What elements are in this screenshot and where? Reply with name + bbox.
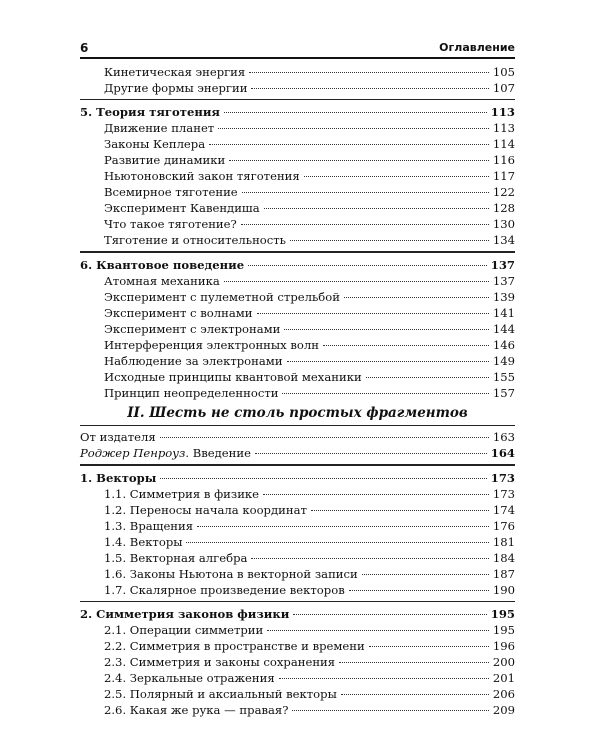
toc-entry-title: 1.6. Законы Ньютона в векторной записи bbox=[104, 566, 358, 581]
toc-entry[interactable] bbox=[80, 385, 515, 401]
toc-entry-title: 1.1. Симметрия в физике bbox=[104, 486, 260, 501]
toc-entry[interactable] bbox=[80, 654, 515, 670]
toc-entry-title: Эксперимент с пулеметной стрельбой bbox=[104, 289, 340, 304]
section-divider bbox=[80, 601, 515, 602]
dot-leader bbox=[311, 510, 489, 511]
toc-entry-page: 190 bbox=[492, 582, 515, 597]
dot-leader bbox=[160, 437, 489, 438]
toc-entry[interactable] bbox=[80, 216, 515, 232]
dot-leader bbox=[229, 160, 489, 161]
toc-entry[interactable] bbox=[80, 232, 515, 248]
dot-leader bbox=[287, 361, 489, 362]
toc-entry-title: От издателя bbox=[80, 430, 156, 445]
page-number: 6 bbox=[80, 41, 89, 55]
toc-entry-page: 196 bbox=[492, 638, 515, 653]
toc-entry-title: Ньютоновский закон тяготения bbox=[104, 169, 300, 184]
toc-entry-page: 128 bbox=[492, 201, 515, 216]
toc-entry-page: 174 bbox=[492, 502, 515, 517]
dot-leader bbox=[293, 614, 486, 615]
toc-entry[interactable] bbox=[80, 80, 515, 96]
toc-entry[interactable] bbox=[80, 289, 515, 305]
toc-entry-title: Кинетическая энергия bbox=[104, 65, 246, 79]
toc-entry-title: 1.7. Скалярное произведение векторов bbox=[104, 582, 345, 597]
toc-entry[interactable] bbox=[80, 550, 515, 566]
chapter-page: 195 bbox=[490, 606, 515, 621]
toc-entry-page: 116 bbox=[492, 153, 515, 168]
dot-leader bbox=[160, 478, 486, 479]
toc-entry[interactable] bbox=[80, 638, 515, 654]
toc-entry-title: 1.4. Векторы bbox=[104, 534, 183, 549]
toc-entry-page: 137 bbox=[492, 273, 515, 288]
dot-leader bbox=[241, 224, 489, 225]
toc-entry[interactable] bbox=[80, 337, 515, 353]
toc-entry-title: 2.6. Какая же рука — правая? bbox=[104, 702, 289, 717]
toc-entry[interactable] bbox=[80, 582, 515, 598]
toc-entry-introduction[interactable] bbox=[80, 445, 515, 461]
dot-leader bbox=[282, 393, 488, 394]
toc-entry-page: 157 bbox=[492, 385, 515, 400]
dot-leader bbox=[267, 630, 489, 631]
toc-entry-page: 107 bbox=[492, 81, 515, 95]
toc-entry-title: Что такое тяготение? bbox=[104, 217, 237, 232]
toc-entry[interactable] bbox=[80, 486, 515, 502]
dot-leader bbox=[218, 128, 489, 129]
dot-leader bbox=[344, 297, 489, 298]
toc-entry-title: Эксперимент Кавендиша bbox=[104, 201, 260, 216]
toc-entry-page: 155 bbox=[492, 369, 515, 384]
toc-entry[interactable] bbox=[80, 321, 515, 337]
toc-entry-page: 105 bbox=[492, 65, 515, 79]
toc-entry-page: 187 bbox=[492, 566, 515, 581]
toc-entry-title bbox=[80, 445, 251, 461]
toc-entry-title: 2.3. Симметрия и законы сохранения bbox=[104, 654, 336, 669]
dot-leader bbox=[257, 313, 489, 314]
dot-leader bbox=[242, 192, 489, 193]
chapter-title: 5. Теория тяготения bbox=[80, 105, 220, 120]
toc-entry-title: Тяготение и относительность bbox=[104, 233, 286, 248]
dot-leader bbox=[362, 574, 489, 575]
toc-entry[interactable] bbox=[80, 670, 515, 686]
toc-entry-page: 176 bbox=[492, 518, 515, 533]
toc-entry-page: 181 bbox=[492, 534, 515, 549]
chapter-page: 137 bbox=[490, 257, 515, 272]
toc-entry-page: 163 bbox=[492, 430, 515, 445]
dot-leader bbox=[224, 281, 489, 282]
dot-leader bbox=[339, 662, 489, 663]
table-of-contents bbox=[80, 64, 515, 718]
toc-entry[interactable] bbox=[80, 622, 515, 638]
running-head bbox=[80, 41, 515, 55]
toc-entry[interactable] bbox=[80, 686, 515, 702]
toc-entry-page: 201 bbox=[492, 670, 515, 685]
toc-entry-title: Развитие динамики bbox=[104, 153, 226, 168]
header-rule bbox=[80, 57, 515, 59]
toc-entry[interactable] bbox=[80, 702, 515, 718]
dot-leader bbox=[264, 208, 489, 209]
toc-entry-page: 146 bbox=[492, 337, 515, 352]
toc-entry-page: 130 bbox=[492, 217, 515, 232]
toc-entry-title: 2.5. Полярный и аксиальный векторы bbox=[104, 686, 337, 701]
toc-entry-page: 134 bbox=[492, 233, 515, 248]
author-name: Роджер Пенроуз. bbox=[80, 446, 190, 461]
chapter-title: 1. Векторы bbox=[80, 470, 157, 485]
toc-entry-publisher[interactable] bbox=[80, 429, 515, 445]
toc-entry[interactable] bbox=[80, 152, 515, 168]
toc-chapter-6[interactable] bbox=[80, 257, 515, 273]
toc-entry-title: Другие формы энергии bbox=[104, 81, 248, 95]
toc-entry[interactable] bbox=[80, 305, 515, 321]
toc-entry-title: Наблюдение за электронами bbox=[104, 353, 283, 368]
toc-entry-title: Принцип неопределенности bbox=[104, 385, 279, 400]
section-divider bbox=[80, 251, 515, 252]
dot-leader bbox=[349, 590, 489, 591]
section-divider bbox=[80, 425, 515, 426]
dot-leader bbox=[255, 453, 487, 454]
dot-leader bbox=[323, 345, 489, 346]
toc-entry-title: 1.2. Переносы начала координат bbox=[104, 502, 307, 517]
toc-entry[interactable] bbox=[80, 502, 515, 518]
toc-entry-page: 164 bbox=[490, 446, 515, 461]
toc-entry-page: 144 bbox=[492, 321, 515, 336]
toc-chapter-2[interactable] bbox=[80, 606, 515, 622]
toc-entry-title: 2.4. Зеркальные отражения bbox=[104, 670, 275, 685]
toc-entry-page: 200 bbox=[492, 654, 515, 669]
part-title: II. Шесть не столь простых фрагментов bbox=[127, 404, 468, 421]
toc-entry-title: 2.1. Операции симметрии bbox=[104, 622, 264, 637]
dot-leader bbox=[224, 112, 487, 113]
toc-entry[interactable] bbox=[80, 136, 515, 152]
toc-chapter-1[interactable] bbox=[80, 470, 515, 486]
dot-leader bbox=[186, 542, 488, 543]
toc-entry-page: 139 bbox=[492, 289, 515, 304]
toc-entry[interactable] bbox=[80, 273, 515, 289]
dot-leader bbox=[290, 240, 489, 241]
dot-leader bbox=[369, 646, 489, 647]
chapter-title: 6. Квантовое поведение bbox=[80, 257, 245, 272]
toc-entry-page: 195 bbox=[492, 622, 515, 637]
toc-entry-title: Всемирное тяготение bbox=[104, 185, 238, 200]
toc-entry-title: 1.5. Векторная алгебра bbox=[104, 550, 248, 565]
toc-entry-title: Атомная механика bbox=[104, 273, 220, 288]
toc-entry-title: Движение планет bbox=[104, 121, 215, 136]
toc-entry-page: 114 bbox=[492, 137, 515, 152]
dot-leader bbox=[209, 144, 489, 145]
section-divider bbox=[80, 99, 515, 100]
toc-entry-page: 149 bbox=[492, 353, 515, 368]
toc-entry[interactable] bbox=[80, 518, 515, 534]
toc-entry[interactable] bbox=[80, 369, 515, 385]
toc-chapter-5[interactable] bbox=[80, 104, 515, 120]
dot-leader bbox=[284, 329, 488, 330]
toc-entry[interactable] bbox=[80, 353, 515, 369]
section-divider bbox=[80, 464, 515, 465]
toc-entry[interactable] bbox=[80, 64, 515, 80]
toc-entry-page: 184 bbox=[492, 550, 515, 565]
dot-leader bbox=[251, 558, 488, 559]
dot-leader bbox=[304, 176, 489, 177]
chapter-page: 173 bbox=[490, 470, 515, 485]
toc-entry-title: Эксперимент с волнами bbox=[104, 305, 253, 320]
toc-entry-page: 206 bbox=[492, 686, 515, 701]
toc-entry[interactable] bbox=[80, 566, 515, 582]
toc-entry-page: 117 bbox=[492, 169, 515, 184]
toc-entry-title: Интерференция электронных волн bbox=[104, 337, 319, 352]
dot-leader bbox=[249, 72, 489, 73]
toc-entry-page: 113 bbox=[492, 121, 515, 136]
dot-leader bbox=[251, 88, 488, 89]
dot-leader bbox=[292, 710, 488, 711]
chapter-title: 2. Симметрия законов физики bbox=[80, 606, 290, 621]
toc-entry-title: 2.2. Симметрия в пространстве и времени bbox=[104, 638, 365, 653]
dot-leader bbox=[366, 377, 489, 378]
running-title: Оглавление bbox=[439, 41, 515, 54]
dot-leader bbox=[263, 494, 489, 495]
chapter-page: 113 bbox=[490, 105, 515, 120]
toc-entry-title: Законы Кеплера bbox=[104, 137, 206, 152]
toc-entry[interactable] bbox=[80, 120, 515, 136]
toc-entry-page: 173 bbox=[492, 486, 515, 501]
toc-entry-title: 1.3. Вращения bbox=[104, 518, 194, 533]
intro-title: Введение bbox=[192, 446, 251, 461]
toc-entry[interactable] bbox=[80, 184, 515, 200]
toc-entry-page: 122 bbox=[492, 185, 515, 200]
toc-entry-title: Исходные принципы квантовой механики bbox=[104, 369, 362, 384]
toc-entry[interactable] bbox=[80, 168, 515, 184]
toc-entry[interactable] bbox=[80, 534, 515, 550]
toc-entry-title: Эксперимент с электронами bbox=[104, 321, 281, 336]
dot-leader bbox=[279, 678, 489, 679]
dot-leader bbox=[197, 526, 489, 527]
toc-entry[interactable] bbox=[80, 200, 515, 216]
dot-leader bbox=[341, 694, 489, 695]
dot-leader bbox=[248, 265, 487, 266]
toc-entry-page: 209 bbox=[492, 702, 515, 717]
toc-entry-page: 141 bbox=[492, 305, 515, 320]
